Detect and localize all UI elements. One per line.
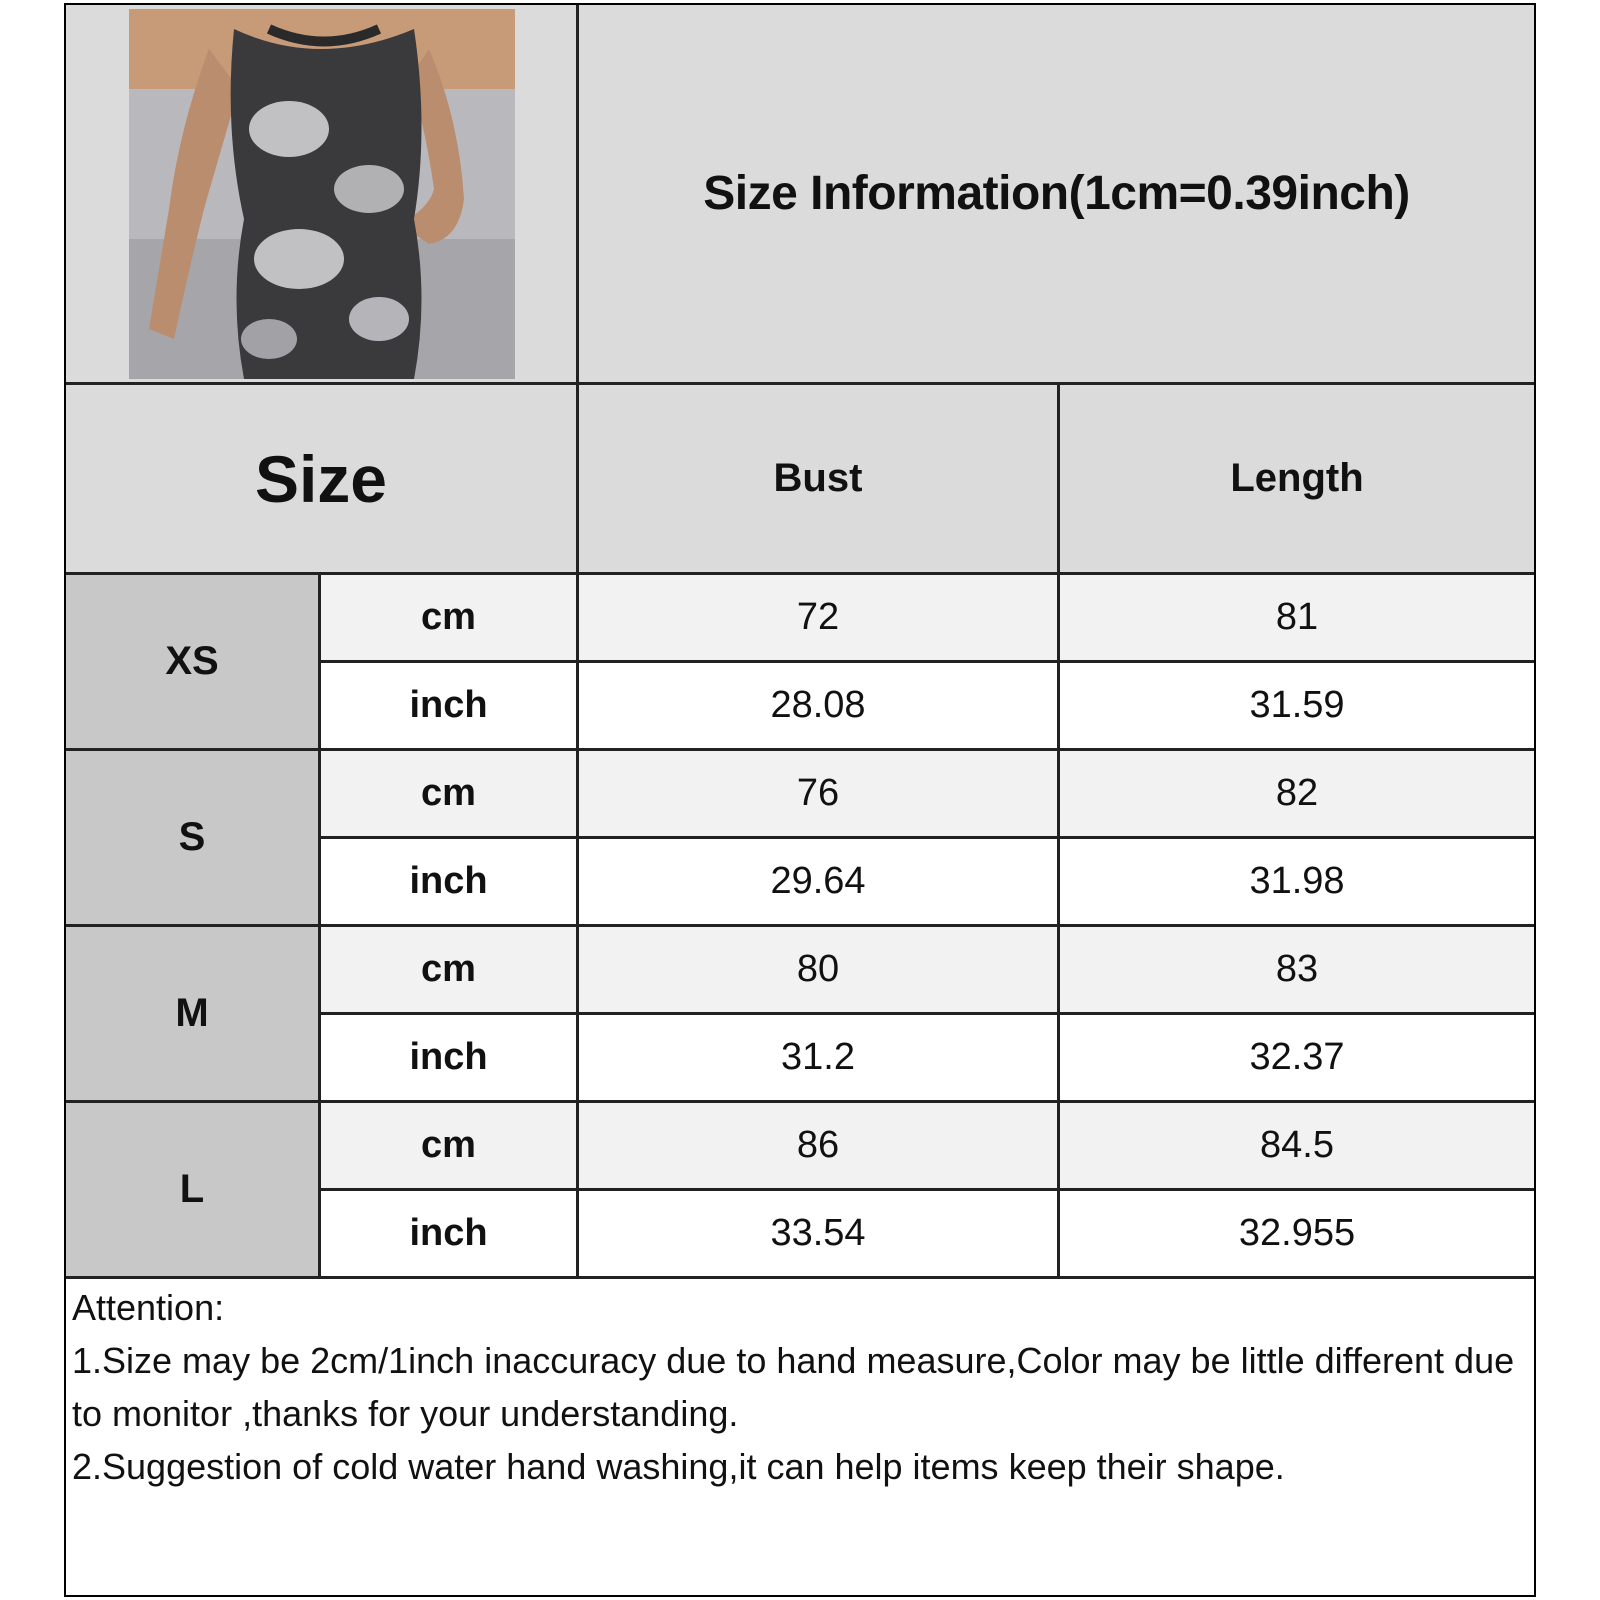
notes-line-2: 2.Suggestion of cold water hand washing,it can help items keep their shape. (72, 1446, 1285, 1487)
size-info-title: Size Information(1cm=0.39inch) (579, 5, 1534, 385)
product-photo-cell (66, 5, 579, 385)
unit-cm: cm (321, 1103, 579, 1191)
bust-value: 80 (579, 927, 1060, 1015)
product-photo (129, 9, 515, 379)
length-value: 83 (1060, 927, 1534, 1015)
unit-cm: cm (321, 751, 579, 839)
notes-line-1: 1.Size may be 2cm/1inch inaccuracy due to hand measure,Color may be little different due to monitor ,thanks for your understanding. (72, 1340, 1515, 1434)
bust-value: 31.2 (579, 1015, 1060, 1103)
length-value: 84.5 (1060, 1103, 1534, 1191)
length-value: 82 (1060, 751, 1534, 839)
unit-inch: inch (321, 1191, 579, 1279)
unit-cm: cm (321, 575, 579, 663)
attention-notes (72, 1281, 1522, 1493)
unit-cm: cm (321, 927, 579, 1015)
length-value: 31.98 (1060, 839, 1534, 927)
length-value: 31.59 (1060, 663, 1534, 751)
size-label-l: L (66, 1103, 321, 1279)
bust-value: 28.08 (579, 663, 1060, 751)
header-size: Size (66, 385, 579, 575)
size-label-m: M (66, 927, 321, 1103)
unit-inch: inch (321, 839, 579, 927)
header-length: Length (1060, 385, 1534, 575)
header-bust: Bust (579, 385, 1060, 575)
notes-heading: Attention: (72, 1287, 225, 1328)
unit-inch: inch (321, 663, 579, 751)
length-value: 32.955 (1060, 1191, 1534, 1279)
size-chart (64, 3, 1536, 1597)
size-label-s: S (66, 751, 321, 927)
length-value: 81 (1060, 575, 1534, 663)
bust-value: 86 (579, 1103, 1060, 1191)
bust-value: 29.64 (579, 839, 1060, 927)
length-value: 32.37 (1060, 1015, 1534, 1103)
size-label-xs: XS (66, 575, 321, 751)
bust-value: 76 (579, 751, 1060, 839)
unit-inch: inch (321, 1015, 579, 1103)
bust-value: 33.54 (579, 1191, 1060, 1279)
bust-value: 72 (579, 575, 1060, 663)
